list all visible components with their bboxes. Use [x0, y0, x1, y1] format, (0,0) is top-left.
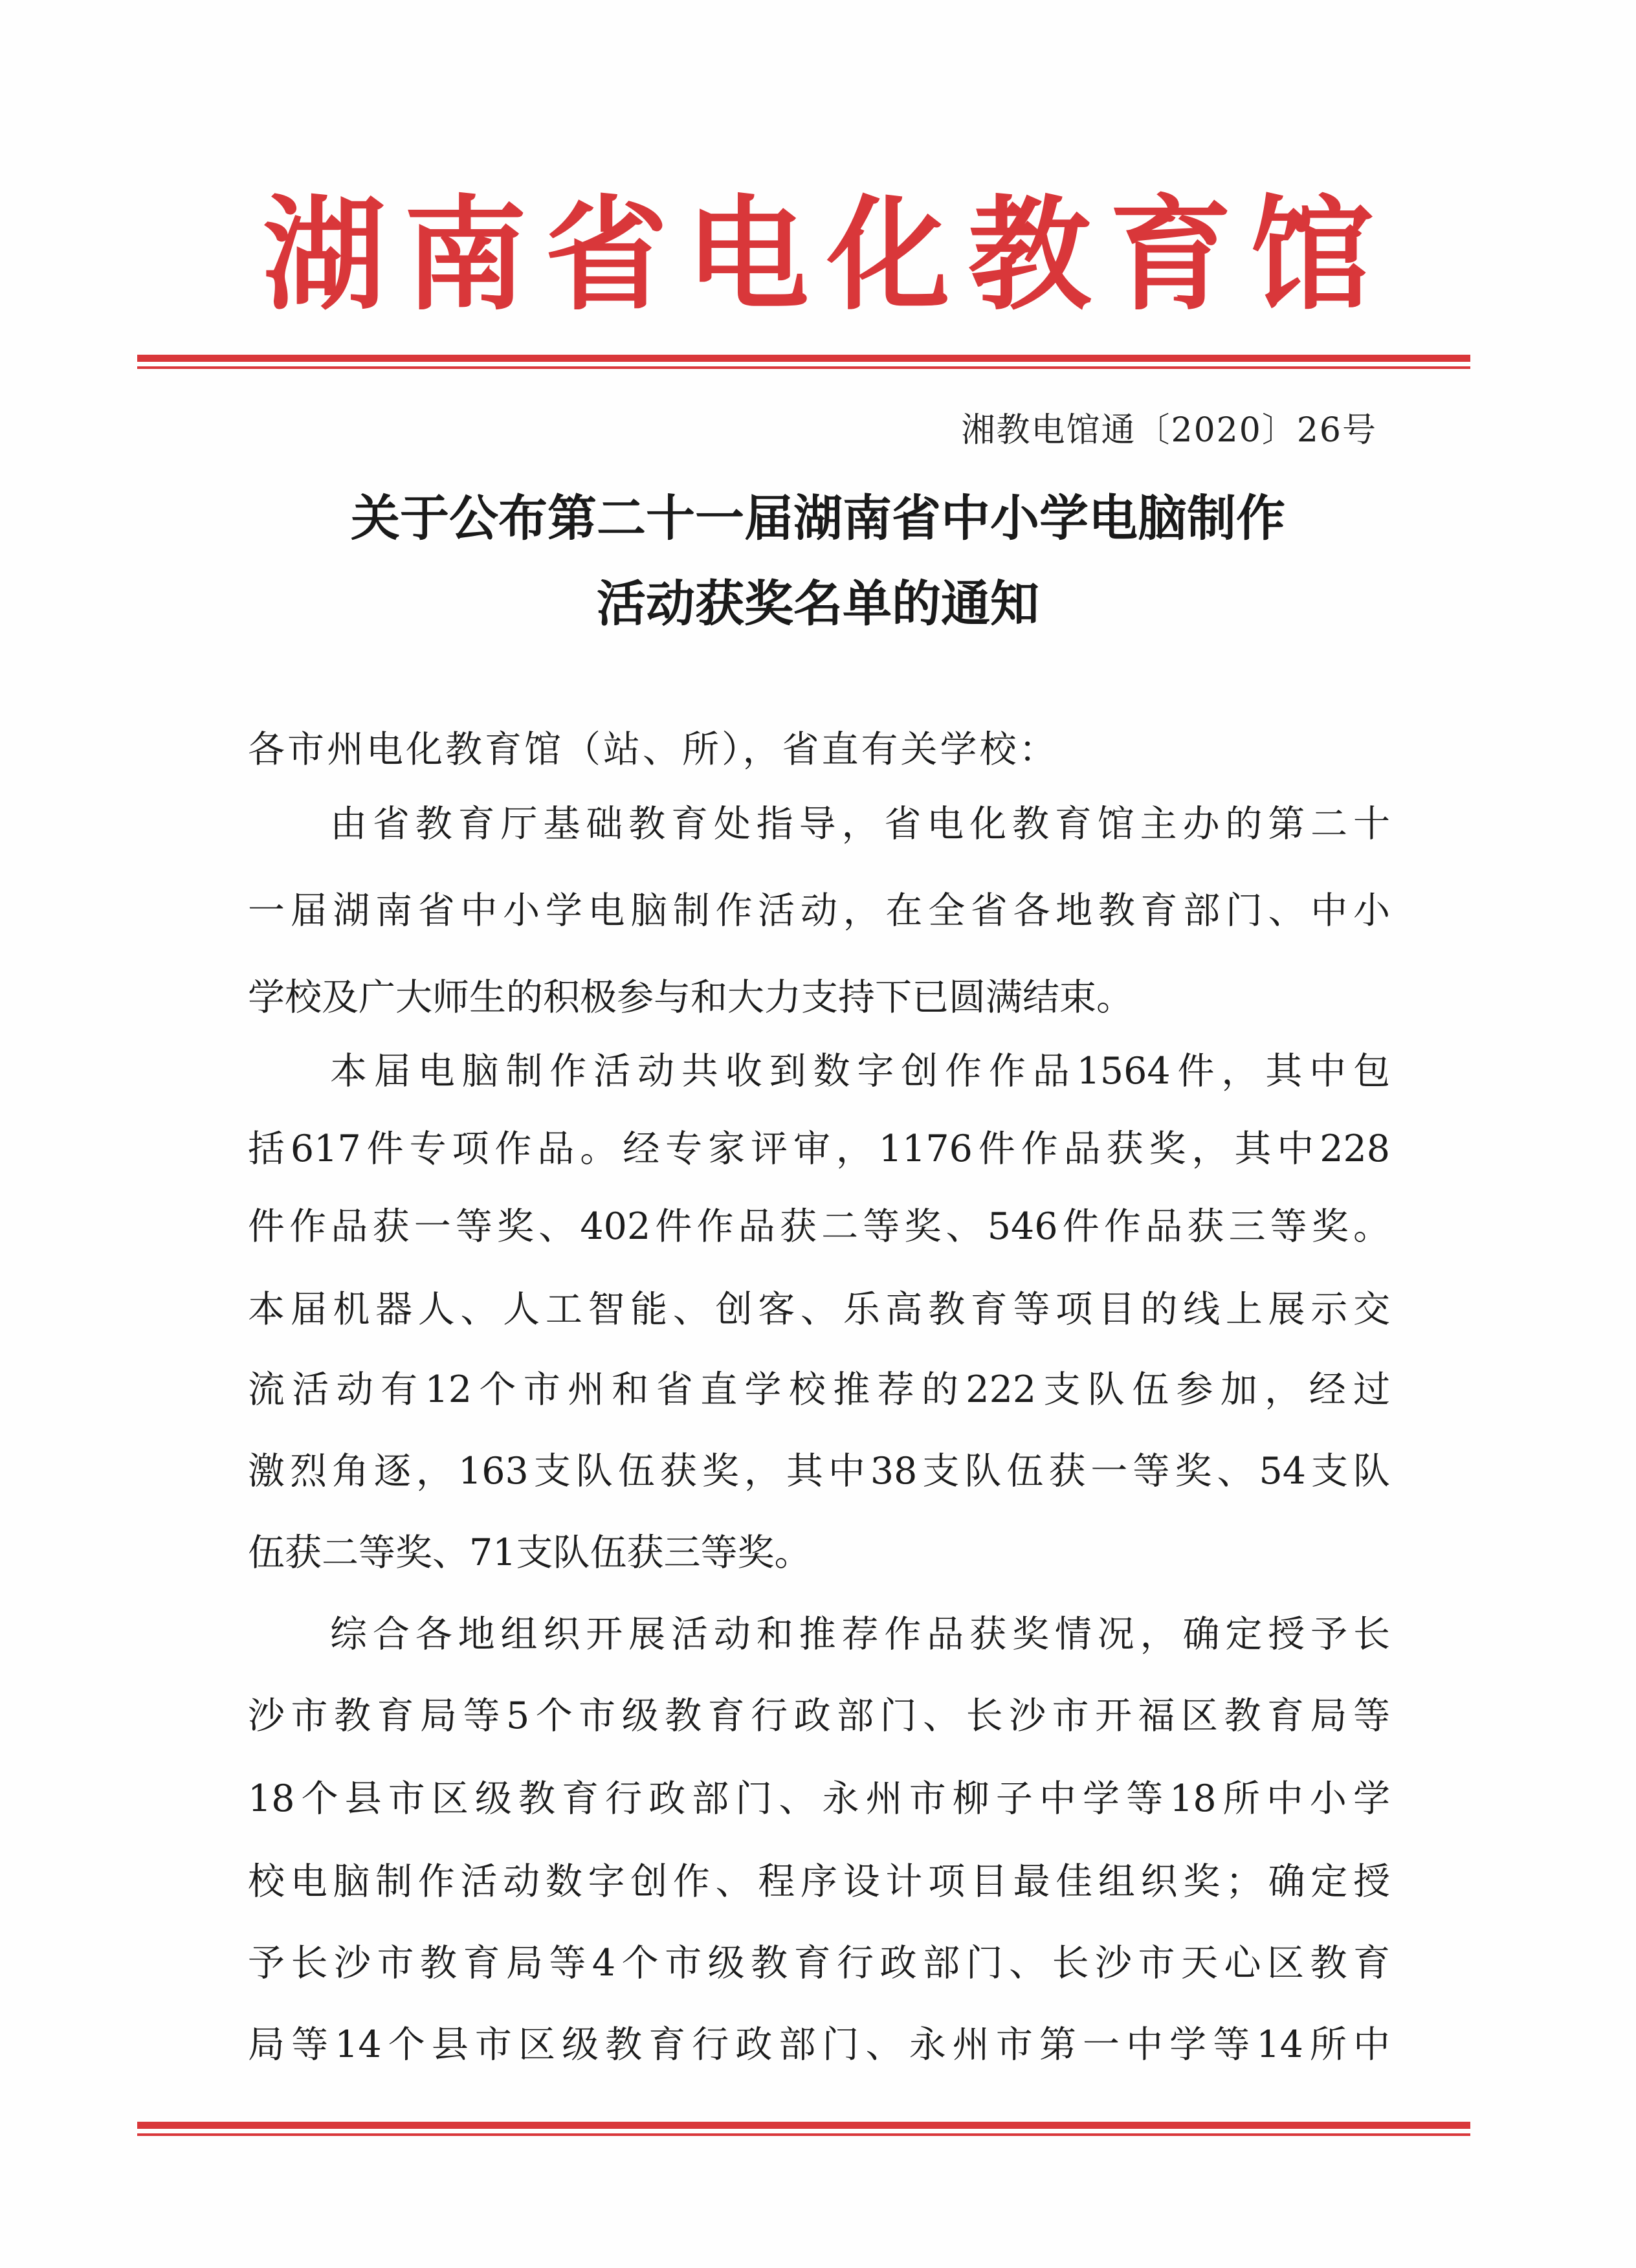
title-line-1: 关于公布第二十一届湖南省中小学电脑制作 [351, 489, 1285, 547]
body-line: 一届湖南省中小学电脑制作活动，在全省各地教育部门、中小 [248, 889, 1390, 932]
rule-thick-line [137, 2122, 1470, 2129]
body-line: 沙市教育局等5个市级教育行政部门、长沙市开福区教育局等 [248, 1695, 1390, 1737]
header-red-rule [137, 355, 1470, 369]
body-line: 综合各地组织开展活动和推荐作品获奖情况，确定授予长 [330, 1613, 1390, 1656]
title-line-2: 活动获奖名单的通知 [597, 575, 1039, 632]
body-line: 流活动有12个市州和省直学校推荐的222支队伍参加，经过 [248, 1368, 1390, 1411]
body-line: 括617件专项作品。经专家评审，1176件作品获奖，其中228 [248, 1128, 1390, 1170]
org-masthead: 湖南省电化教育馆 [262, 184, 1391, 327]
body-line: 激烈角逐，163支队伍获奖，其中38支队伍获一等奖、54支队 [248, 1450, 1390, 1493]
body-line: 学校及广大师生的积极参与和大力支持下已圆满结束。 [248, 976, 1133, 1019]
footer-red-rule [137, 2122, 1470, 2136]
rule-thin-line [137, 366, 1470, 369]
body-line: 伍获二等奖、71支队伍获三等奖。 [248, 1531, 812, 1574]
rule-thick-line [137, 355, 1470, 362]
document-number: 湘教电馆通〔2020〕26号 [961, 411, 1377, 450]
document-title [0, 476, 1636, 647]
salutation: 各市州电化教育馆（站、所），省直有关学校： [248, 728, 1059, 771]
body-line: 由省教育厅基础教育处指导，省电化教育馆主办的第二十 [330, 803, 1390, 845]
body-line: 予长沙市教育局等4个市级教育行政部门、长沙市天心区教育 [248, 1942, 1390, 1984]
body-line: 本届电脑制作活动共收到数字创作作品1564件，其中包 [330, 1050, 1390, 1093]
body-line: 本届机器人、人工智能、创客、乐高教育等项目的线上展示交 [248, 1288, 1390, 1331]
body-line: 件作品获一等奖、402件作品获二等奖、546件作品获三等奖。 [248, 1205, 1390, 1248]
body-line: 校电脑制作活动数字创作、程序设计项目最佳组织奖；确定授 [248, 1860, 1390, 1903]
rule-thin-line [137, 2133, 1470, 2136]
body-line: 局等14个县市区级教育行政部门、永州市第一中学等14所中 [248, 2023, 1390, 2066]
body-line: 18个县市区级教育行政部门、永州市柳子中学等18所中小学 [248, 1777, 1390, 1820]
